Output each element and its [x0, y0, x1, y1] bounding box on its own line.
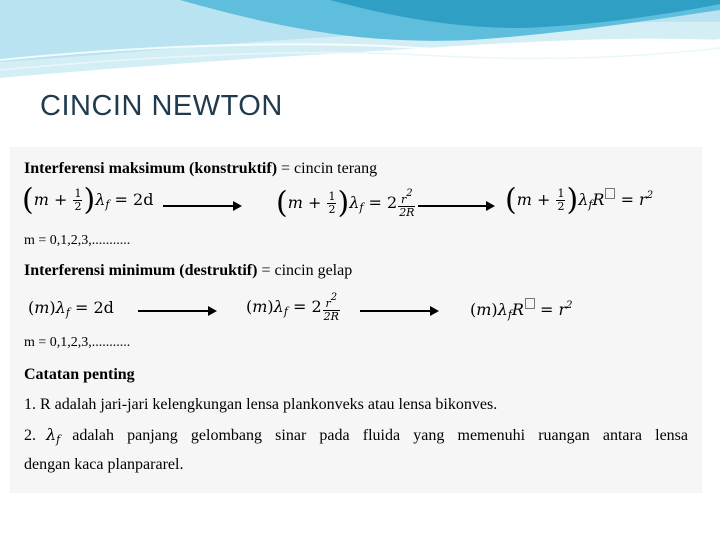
note-2: 2. $\lambda_f$ adalah panjang gelombang sinar pada fluida yang memenuhi ruangan antara lensa: [24, 425, 688, 446]
min-heading-rest: = cincin gelap: [257, 262, 353, 279]
min-heading: [24, 262, 352, 280]
arrow: [418, 205, 493, 207]
slide-title: CINCIN NEWTON: [40, 90, 283, 122]
max-heading-rest: = cincin terang: [277, 160, 378, 177]
m-values-2: m = 0,1,2,3,...........: [24, 335, 131, 350]
note-1: 1. R adalah jari-jari kelengkungan lensa plankonveks atau lensa bikonves.: [24, 396, 498, 413]
max-formula-3: (m + $\frac{1}{2}$ )$\lambda_fR = r^2$: [505, 182, 654, 218]
max-formula-2: (m + $\frac{1}{2}$ )$\lambda_f = 2$ $\frac{r2}{2R}$: [276, 185, 415, 221]
arrow: [138, 310, 215, 312]
min-formula-3: $(m)\lambda_fR = r^2$: [470, 300, 573, 321]
notes-heading: Catatan penting: [24, 366, 135, 383]
note-2-lambda: $\lambda_f$: [46, 425, 61, 446]
min-formula-2: $(m)\lambda_f = 2$ $\frac{r2}{2R}$: [246, 292, 339, 323]
max-heading: [24, 160, 377, 178]
min-formula-1: $(m)\lambda_f = 2d$: [28, 298, 114, 319]
arrow: [163, 205, 240, 207]
max-formula-1: (m + $\frac{1}{2}$ )$\lambda_f = 2d$: [22, 182, 154, 218]
note-2-continued: dengan kaca planpararel.: [24, 456, 184, 473]
m-values-1: m = 0,1,2,3,...........: [24, 233, 131, 248]
header-wave-banner: [0, 0, 720, 90]
arrow: [360, 310, 437, 312]
min-heading-bold: Interferensi minimum (destruktif): [24, 262, 258, 279]
max-heading-bold: Interferensi maksimum (konstruktif): [24, 160, 278, 177]
